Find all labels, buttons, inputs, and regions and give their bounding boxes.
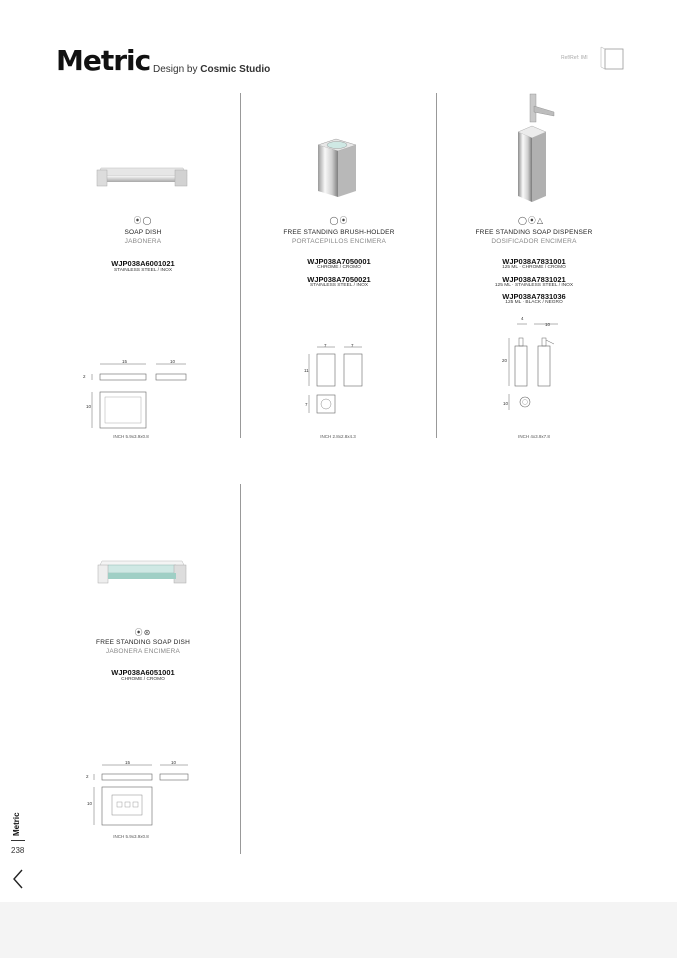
dim-depth: 10 <box>171 760 177 765</box>
product-name: SOAP DISH <box>124 229 162 236</box>
product-finish: 125 ML · STAINLESS STEEL / INOX <box>494 283 574 288</box>
tagline-prefix: Design by <box>153 64 198 75</box>
product-name-es: DOSIFICADOR ENCIMERA <box>491 238 577 245</box>
product-finish: STAINLESS STEEL / INOX <box>309 283 369 288</box>
brand-tagline <box>153 64 270 75</box>
column-divider <box>436 93 437 438</box>
column-divider <box>240 484 241 854</box>
product-name: FREE STANDING SOAP DISH <box>96 639 190 646</box>
soap-dish-dimension-drawing <box>78 358 193 436</box>
product-finish: STAINLESS STEEL / INOX <box>113 268 173 273</box>
soap-dispenser-dimension-drawing <box>500 316 570 420</box>
brush-holder-dimension-drawing <box>300 340 370 420</box>
product-name-es: PORTACEPILLOS ENCIMERA <box>291 238 387 245</box>
chevron-left-icon[interactable] <box>10 868 26 890</box>
product-code: WJP038A6051001 <box>111 668 175 677</box>
product-name: FREE STANDING SOAP DISPENSER <box>475 229 593 236</box>
product-code: WJP038A7831036 <box>502 292 566 301</box>
product-name: FREE STANDING BRUSH-HOLDER <box>283 229 395 236</box>
dim-height: 2 <box>86 774 89 779</box>
dim-depth-2: 10 <box>87 801 93 806</box>
product-code: WJP038A6001021 <box>111 259 175 268</box>
inch-dimensions: INCH 4x3.9x7.8 <box>518 434 550 439</box>
dim-height: 2 <box>83 374 86 379</box>
brand-title: Metric <box>56 44 151 77</box>
dim-depth: 10 <box>503 401 509 406</box>
dim-width: 4 <box>521 316 524 321</box>
product-code: WJP038A7831001 <box>502 257 566 266</box>
dim-width: 7 <box>324 343 327 348</box>
product-finish: CHROME / CROMO <box>317 265 361 270</box>
feature-icons: ⦿◯ <box>133 216 153 225</box>
inch-dimensions: INCH 5.9x3.9x0.8 <box>113 434 149 439</box>
dim-depth-2: 10 <box>86 404 92 409</box>
dim-height: 20 <box>502 358 508 363</box>
brush-holder-image <box>316 137 358 199</box>
product-name-es: JABONERA <box>124 238 162 245</box>
feature-icons: ◯⦿△ <box>517 216 545 225</box>
column-divider <box>240 93 241 438</box>
cube-diagram-icon <box>597 43 627 75</box>
product-code: WJP038A7831021 <box>502 275 566 284</box>
footer-bar <box>0 902 677 958</box>
inch-dimensions: INCH 5.9x3.9x0.8 <box>113 834 149 839</box>
tagline-studio: Cosmic Studio <box>200 64 271 75</box>
dim-depth: 7 <box>305 402 308 407</box>
dim-height: 11 <box>304 368 309 373</box>
product-code: WJP038A7050021 <box>307 275 371 284</box>
ref-label: Ref/Ref: IMI <box>561 55 588 61</box>
feature-icons: ◯⦿ <box>329 216 349 225</box>
product-name-es: JABONERA ENCIMERA <box>105 648 181 655</box>
dim-depth: 10 <box>170 359 176 364</box>
dim-width-2: 10 <box>545 322 551 327</box>
product-finish: 125 ML · BLACK / NEGRO <box>505 300 563 305</box>
side-section-label: Metric <box>12 812 21 836</box>
free-standing-soap-dish-image <box>96 555 188 591</box>
free-standing-soap-dish-dimension-drawing <box>80 760 195 830</box>
product-code: WJP038A7050001 <box>307 257 371 266</box>
feature-icons: ⦿⊛ <box>134 628 152 637</box>
product-finish: CHROME / CROMO <box>121 677 165 682</box>
side-rule <box>11 840 25 841</box>
page-number: 238 <box>11 846 25 855</box>
inch-dimensions: INCH 2.8x2.8x4.3 <box>320 434 356 439</box>
soap-dispenser-image <box>510 92 556 204</box>
product-finish: 125 ML · CHROME / CROMO <box>502 265 566 270</box>
soap-dish-image <box>95 160 190 192</box>
dim-width: 15 <box>122 359 128 364</box>
dim-width-2: 7 <box>351 343 354 348</box>
dim-width: 15 <box>125 760 131 765</box>
